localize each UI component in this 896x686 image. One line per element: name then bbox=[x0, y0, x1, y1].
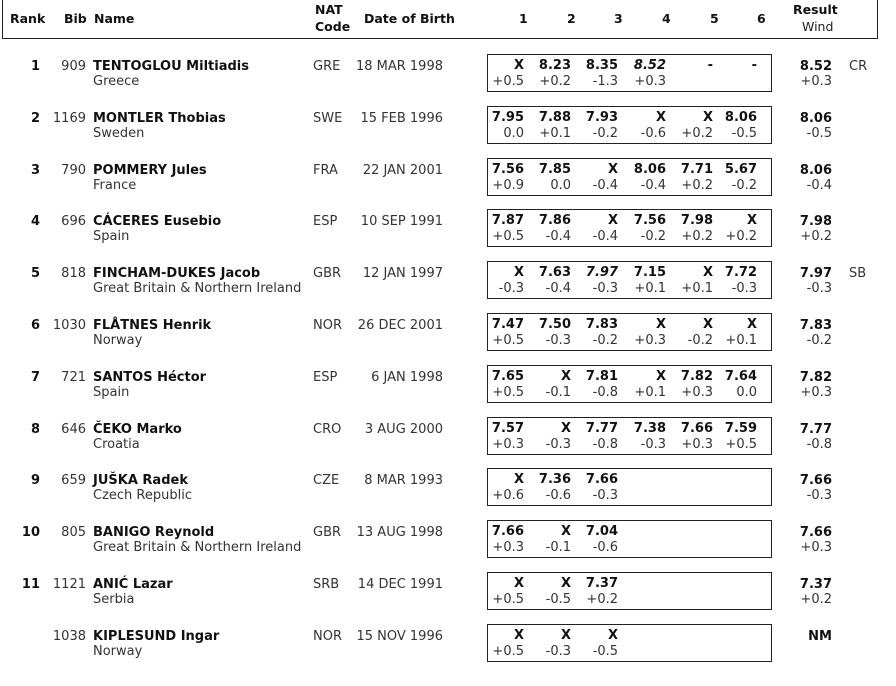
attempt-2-wind: -0.4 bbox=[545, 229, 571, 245]
attempt-3-wind: -0.8 bbox=[592, 436, 618, 452]
attempt-2-mark: 7.63 bbox=[538, 265, 571, 281]
athlete-country: France bbox=[93, 177, 137, 193]
attempt-4-mark: 7.56 bbox=[633, 213, 666, 229]
rank-cell: 6 bbox=[30, 318, 40, 333]
attempts-box bbox=[487, 158, 772, 196]
attempt-5-wind: +0.1 bbox=[681, 281, 713, 297]
athlete-country: Spain bbox=[93, 229, 130, 245]
bib-cell: 818 bbox=[61, 266, 86, 282]
attempt-3-wind: -0.2 bbox=[592, 125, 618, 141]
attempt-4-mark: X bbox=[655, 368, 666, 384]
attempts-box bbox=[487, 365, 772, 403]
result-wind: -0.5 bbox=[806, 125, 832, 141]
attempt-1-wind: +0.5 bbox=[492, 333, 524, 348]
attempts-box bbox=[487, 54, 772, 92]
attempt-5-mark: X bbox=[702, 265, 713, 281]
athlete-name: POMMERY Jules bbox=[93, 162, 207, 178]
attempt-2-wind: -0.3 bbox=[545, 333, 571, 348]
attempt-2-wind: 0.0 bbox=[550, 177, 571, 193]
nat-code: NOR bbox=[313, 628, 342, 644]
attempt-2-mark: 8.23 bbox=[538, 58, 571, 73]
attempt-2-mark: 7.85 bbox=[538, 161, 571, 177]
athlete-country: Norway bbox=[93, 643, 143, 659]
attempt-1-wind: +0.5 bbox=[492, 592, 524, 607]
result-row bbox=[0, 627, 896, 679]
attempt-2-mark: 7.86 bbox=[538, 213, 571, 229]
attempt-1-mark: X bbox=[513, 58, 524, 73]
result-mark: 8.52 bbox=[799, 59, 832, 74]
bib-cell: 1030 bbox=[52, 318, 86, 333]
attempt-5-wind: +0.3 bbox=[681, 436, 713, 452]
result-wind: -0.4 bbox=[806, 177, 832, 193]
athlete-name: TENTOGLOU Miltiadis bbox=[93, 59, 249, 74]
attempt-4-wind: -0.4 bbox=[640, 177, 666, 193]
athlete-country: Sweden bbox=[93, 125, 145, 141]
attempt-5-mark: 7.71 bbox=[680, 161, 713, 177]
date-of-birth: 18 MAR 1998 bbox=[355, 59, 443, 74]
attempt-1-wind: +0.5 bbox=[492, 74, 524, 89]
athlete-name: KIPLESUND Ingar bbox=[93, 628, 220, 644]
nat-code: GBR bbox=[313, 525, 342, 541]
attempt-6-mark: - bbox=[751, 58, 757, 73]
attempt-6-wind: +0.5 bbox=[725, 436, 757, 452]
rank-cell: 7 bbox=[30, 369, 40, 385]
attempt-6-wind: 0.0 bbox=[736, 384, 757, 400]
attempt-3-wind: -0.5 bbox=[592, 643, 618, 659]
attempt-6-wind: -0.5 bbox=[731, 125, 757, 141]
header-attempt-1: 1 bbox=[519, 11, 528, 26]
attempt-3-wind: -0.3 bbox=[592, 488, 618, 504]
attempt-4-wind: +0.3 bbox=[634, 333, 666, 348]
attempt-4-wind: +0.3 bbox=[634, 74, 666, 89]
result-wind: +0.3 bbox=[800, 74, 832, 89]
attempt-3-mark: X bbox=[607, 161, 618, 177]
athlete-country: Greece bbox=[93, 74, 140, 89]
rank-cell: 11 bbox=[21, 577, 40, 592]
rank-cell: 10 bbox=[21, 525, 40, 541]
attempts-box bbox=[487, 624, 772, 662]
result-wind: -0.8 bbox=[806, 436, 832, 452]
result-mark: 7.37 bbox=[799, 577, 832, 592]
attempt-4-mark: 8.06 bbox=[633, 161, 666, 177]
header-nat-code: Code bbox=[315, 19, 351, 34]
attempts-box bbox=[487, 106, 772, 144]
nat-code: CRO bbox=[313, 421, 342, 437]
result-row bbox=[0, 368, 896, 420]
attempt-6-mark: 7.72 bbox=[724, 265, 757, 281]
header-name: Name bbox=[94, 11, 135, 26]
athlete-name: FINCHAM-DUKES Jacob bbox=[93, 266, 261, 282]
attempt-3-mark: 7.83 bbox=[585, 317, 618, 332]
result-mark: NM bbox=[808, 628, 832, 644]
attempt-3-mark: 7.37 bbox=[585, 576, 618, 591]
results-table-header bbox=[2, 0, 878, 39]
nat-code: ESP bbox=[313, 369, 338, 385]
bib-cell: 659 bbox=[61, 473, 86, 489]
attempt-2-mark: X bbox=[560, 627, 571, 643]
attempts-box bbox=[487, 313, 772, 351]
header-attempt-4: 4 bbox=[662, 11, 671, 26]
attempt-2-mark: X bbox=[560, 420, 571, 436]
athlete-country: Serbia bbox=[93, 592, 135, 607]
nat-code: SWE bbox=[313, 110, 343, 126]
bib-cell: 696 bbox=[61, 214, 86, 230]
attempt-3-wind: -0.3 bbox=[592, 281, 618, 297]
nat-code: CZE bbox=[313, 473, 340, 489]
attempt-1-wind: 0.0 bbox=[503, 125, 524, 141]
attempt-4-wind: -0.6 bbox=[640, 125, 666, 141]
attempt-3-wind: -0.2 bbox=[592, 333, 618, 348]
nat-code: GRE bbox=[313, 59, 341, 74]
result-row bbox=[0, 471, 896, 523]
attempt-1-mark: X bbox=[513, 576, 524, 591]
header-dob: Date of Birth bbox=[364, 11, 455, 26]
result-row bbox=[0, 420, 896, 472]
attempt-1-wind: +0.6 bbox=[492, 488, 524, 504]
bib-cell: 805 bbox=[61, 525, 86, 541]
attempt-5-mark: 7.98 bbox=[680, 213, 713, 229]
attempt-4-wind: -0.2 bbox=[640, 229, 666, 245]
result-mark: 7.66 bbox=[799, 525, 832, 541]
attempt-5-mark: 7.66 bbox=[680, 420, 713, 436]
athlete-country: Czech Republic bbox=[93, 488, 192, 504]
attempts-box bbox=[487, 572, 772, 610]
athlete-country: Great Britain & Northern Ireland bbox=[93, 281, 302, 297]
attempt-3-mark: X bbox=[607, 627, 618, 643]
bib-cell: 646 bbox=[61, 421, 86, 437]
result-wind: -0.3 bbox=[806, 281, 832, 297]
nat-code: SRB bbox=[313, 577, 340, 592]
attempt-5-wind: -0.2 bbox=[687, 333, 713, 348]
bib-cell: 721 bbox=[61, 369, 86, 385]
result-mark: 7.97 bbox=[799, 266, 832, 282]
bib-cell: 1121 bbox=[52, 577, 86, 592]
attempt-4-mark: 7.38 bbox=[633, 420, 666, 436]
header-attempt-3: 3 bbox=[614, 11, 623, 26]
date-of-birth: 15 NOV 1996 bbox=[356, 628, 443, 644]
nat-code: ESP bbox=[313, 214, 338, 230]
record-badge: CR bbox=[849, 59, 868, 74]
result-wind: -0.3 bbox=[806, 488, 832, 504]
attempt-1-wind: +0.9 bbox=[492, 177, 524, 193]
rank-cell: 3 bbox=[30, 162, 40, 178]
attempt-1-mark: X bbox=[513, 265, 524, 281]
attempt-1-mark: X bbox=[513, 627, 524, 643]
athlete-name: MONTLER Thobias bbox=[93, 110, 226, 126]
attempts-box bbox=[487, 261, 772, 299]
attempt-2-mark: X bbox=[560, 576, 571, 591]
header-bib: Bib bbox=[64, 11, 87, 26]
attempt-4-wind: -0.3 bbox=[640, 436, 666, 452]
attempt-2-wind: -0.5 bbox=[545, 592, 571, 607]
attempt-6-wind: +0.2 bbox=[725, 229, 757, 245]
result-mark: 7.66 bbox=[799, 473, 832, 489]
attempt-2-mark: 7.36 bbox=[538, 472, 571, 488]
result-mark: 7.83 bbox=[799, 318, 832, 333]
result-wind: +0.3 bbox=[800, 540, 832, 556]
result-row bbox=[0, 212, 896, 264]
attempt-3-wind: -0.4 bbox=[592, 177, 618, 193]
result-wind: +0.3 bbox=[800, 384, 832, 400]
record-badge: SB bbox=[849, 266, 867, 282]
attempt-1-mark: 7.87 bbox=[491, 213, 524, 229]
result-row bbox=[0, 109, 896, 161]
attempt-5-mark: X bbox=[702, 317, 713, 332]
date-of-birth: 10 SEP 1991 bbox=[360, 214, 443, 230]
date-of-birth: 13 AUG 1998 bbox=[356, 525, 443, 541]
athlete-name: BANIGO Reynold bbox=[93, 525, 215, 541]
date-of-birth: 15 FEB 1996 bbox=[360, 110, 443, 126]
attempt-6-wind: +0.1 bbox=[725, 333, 757, 348]
nat-code: GBR bbox=[313, 266, 342, 282]
attempt-4-mark: X bbox=[655, 109, 666, 125]
attempt-4-mark: 8.52 bbox=[633, 58, 666, 73]
attempt-1-wind: -0.3 bbox=[498, 281, 524, 297]
attempt-5-mark: X bbox=[702, 109, 713, 125]
attempt-5-wind: +0.2 bbox=[681, 125, 713, 141]
attempt-6-mark: 8.06 bbox=[724, 109, 757, 125]
attempt-4-wind: +0.1 bbox=[634, 281, 666, 297]
attempt-3-mark: 7.97 bbox=[585, 265, 618, 281]
attempt-3-mark: 7.93 bbox=[585, 109, 618, 125]
result-wind: +0.2 bbox=[800, 229, 832, 245]
date-of-birth: 14 DEC 1991 bbox=[357, 577, 443, 592]
attempt-1-wind: +0.5 bbox=[492, 384, 524, 400]
attempt-2-wind: -0.6 bbox=[545, 488, 571, 504]
result-mark: 8.06 bbox=[799, 162, 832, 178]
attempt-1-mark: 7.47 bbox=[491, 317, 524, 332]
attempt-2-wind: -0.1 bbox=[545, 384, 571, 400]
attempt-5-wind: +0.3 bbox=[681, 384, 713, 400]
attempt-3-mark: 7.04 bbox=[585, 524, 618, 540]
athlete-name: ČEKO Marko bbox=[93, 421, 182, 437]
attempt-2-wind: +0.2 bbox=[539, 74, 571, 89]
attempt-1-mark: 7.65 bbox=[491, 368, 524, 384]
attempt-5-mark: - bbox=[707, 58, 713, 73]
header-result: Result bbox=[793, 2, 838, 17]
header-wind: Wind bbox=[802, 19, 834, 34]
header-attempt-2: 2 bbox=[567, 11, 576, 26]
attempt-2-wind: +0.1 bbox=[539, 125, 571, 141]
attempt-5-mark: 7.82 bbox=[680, 368, 713, 384]
result-row bbox=[0, 264, 896, 316]
rank-cell: 1 bbox=[30, 59, 40, 74]
header-nat: NAT bbox=[315, 2, 343, 17]
athlete-country: Spain bbox=[93, 384, 130, 400]
header-rank: Rank bbox=[10, 11, 46, 26]
date-of-birth: 6 JAN 1998 bbox=[371, 369, 443, 385]
attempt-6-mark: 7.59 bbox=[724, 420, 757, 436]
attempt-1-mark: X bbox=[513, 472, 524, 488]
attempt-3-wind: -0.6 bbox=[592, 540, 618, 556]
result-mark: 7.98 bbox=[799, 214, 832, 230]
attempt-2-wind: -0.3 bbox=[545, 436, 571, 452]
athlete-name: SANTOS Héctor bbox=[93, 369, 207, 385]
attempt-3-mark: 7.77 bbox=[585, 420, 618, 436]
result-row bbox=[0, 161, 896, 213]
attempt-4-mark: X bbox=[655, 317, 666, 332]
header-attempt-5: 5 bbox=[710, 11, 719, 26]
result-row bbox=[0, 575, 896, 627]
result-wind: -0.2 bbox=[806, 333, 832, 348]
attempts-box bbox=[487, 417, 772, 455]
athlete-country: Croatia bbox=[93, 436, 140, 452]
attempt-6-wind: -0.3 bbox=[731, 281, 757, 297]
attempt-4-mark: 7.15 bbox=[633, 265, 666, 281]
athlete-name: JUŠKA Radek bbox=[93, 473, 188, 489]
athlete-country: Great Britain & Northern Ireland bbox=[93, 540, 302, 556]
attempt-3-wind: +0.2 bbox=[586, 592, 618, 607]
attempt-1-wind: +0.5 bbox=[492, 229, 524, 245]
attempt-2-mark: 7.88 bbox=[538, 109, 571, 125]
rank-cell: 9 bbox=[30, 473, 40, 489]
bib-cell: 909 bbox=[61, 59, 86, 74]
attempt-3-mark: 7.81 bbox=[585, 368, 618, 384]
athlete-name: FLÅTNES Henrik bbox=[93, 318, 212, 333]
result-mark: 8.06 bbox=[799, 110, 832, 126]
attempt-6-mark: 7.64 bbox=[724, 368, 757, 384]
result-row bbox=[0, 316, 896, 368]
bib-cell: 790 bbox=[61, 162, 86, 178]
date-of-birth: 22 JAN 2001 bbox=[362, 162, 443, 178]
attempt-3-mark: 8.35 bbox=[585, 58, 618, 73]
attempt-1-wind: +0.3 bbox=[492, 436, 524, 452]
result-row bbox=[0, 57, 896, 109]
rank-cell: 2 bbox=[30, 110, 40, 126]
attempt-2-mark: X bbox=[560, 368, 571, 384]
rank-cell: 8 bbox=[30, 421, 40, 437]
attempt-3-mark: X bbox=[607, 213, 618, 229]
nat-code: FRA bbox=[313, 162, 338, 178]
header-attempt-6: 6 bbox=[757, 11, 766, 26]
attempt-3-wind: -0.8 bbox=[592, 384, 618, 400]
rank-cell: 4 bbox=[30, 214, 40, 230]
attempts-box bbox=[487, 468, 772, 506]
attempt-2-wind: -0.1 bbox=[545, 540, 571, 556]
attempt-3-wind: -0.4 bbox=[592, 229, 618, 245]
attempt-1-mark: 7.66 bbox=[491, 524, 524, 540]
date-of-birth: 3 AUG 2000 bbox=[364, 421, 443, 437]
rank-cell: 5 bbox=[30, 266, 40, 282]
attempt-5-wind: +0.2 bbox=[681, 229, 713, 245]
athlete-country: Norway bbox=[93, 333, 143, 348]
athlete-name: ANIĆ Lazar bbox=[93, 577, 173, 592]
date-of-birth: 26 DEC 2001 bbox=[357, 318, 443, 333]
attempt-2-wind: -0.4 bbox=[545, 281, 571, 297]
attempt-6-mark: X bbox=[746, 317, 757, 332]
attempt-1-mark: 7.95 bbox=[491, 109, 524, 125]
result-mark: 7.82 bbox=[799, 369, 832, 385]
attempts-box bbox=[487, 209, 772, 247]
attempt-1-wind: +0.3 bbox=[492, 540, 524, 556]
attempt-6-mark: 5.67 bbox=[724, 161, 757, 177]
attempt-2-mark: 7.50 bbox=[538, 317, 571, 332]
athlete-name: CÁCERES Eusebio bbox=[93, 214, 222, 230]
attempt-1-mark: 7.57 bbox=[491, 420, 524, 436]
bib-cell: 1038 bbox=[52, 628, 86, 644]
attempt-2-mark: X bbox=[560, 524, 571, 540]
result-row bbox=[0, 523, 896, 575]
date-of-birth: 8 MAR 1993 bbox=[364, 473, 443, 489]
attempt-2-wind: -0.3 bbox=[545, 643, 571, 659]
date-of-birth: 12 JAN 1997 bbox=[362, 266, 443, 282]
bib-cell: 1169 bbox=[52, 110, 86, 126]
attempts-box bbox=[487, 520, 772, 558]
attempt-1-wind: +0.5 bbox=[492, 643, 524, 659]
attempt-3-wind: -1.3 bbox=[592, 74, 618, 89]
attempt-6-mark: X bbox=[746, 213, 757, 229]
result-wind: +0.2 bbox=[800, 592, 832, 607]
attempt-4-wind: +0.1 bbox=[634, 384, 666, 400]
attempt-1-mark: 7.56 bbox=[491, 161, 524, 177]
nat-code: NOR bbox=[313, 318, 342, 333]
attempt-5-wind: +0.2 bbox=[681, 177, 713, 193]
attempt-6-wind: -0.2 bbox=[731, 177, 757, 193]
result-mark: 7.77 bbox=[799, 421, 832, 437]
attempt-3-mark: 7.66 bbox=[585, 472, 618, 488]
